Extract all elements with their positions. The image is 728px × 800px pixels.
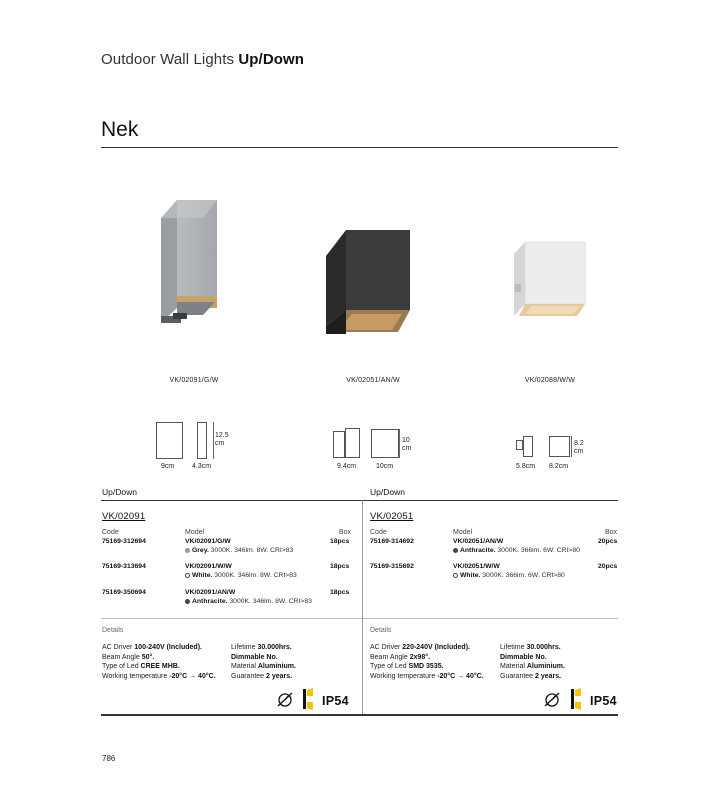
row-finish-spec: Anthracite. 3000K. 366lm. 6W. CRI>80 [453, 547, 580, 554]
up-down-light-icon [302, 688, 314, 710]
ip-rating-left: IP54 [322, 694, 349, 708]
row-model: VK/02091/G/W [185, 538, 231, 545]
section-head-left: Up/Down [102, 487, 137, 497]
dimension-side-2b [345, 428, 360, 458]
ip-rating-right: IP54 [590, 694, 617, 708]
dimension-side-3 [516, 440, 523, 450]
bottom-divider [101, 714, 618, 716]
product-image-grey-tall [155, 198, 225, 326]
color-dot-anthracite [453, 548, 458, 553]
dimension-front-3 [549, 436, 570, 457]
header-model-left: Model [185, 529, 205, 536]
details-specs-left-a: AC Driver 100-240V (Included). Beam Angle 50°. Type of Led CREE MHB. Working temperature -20°C → 40°C. [102, 644, 216, 680]
row-box: 18pcs [330, 538, 350, 545]
header-code-left: Code [102, 529, 119, 536]
details-divider [101, 618, 618, 619]
dimension-front-1 [156, 422, 183, 459]
color-dot-anthracite [185, 599, 190, 604]
dimension-front-2 [371, 429, 399, 458]
row-finish-spec: Grey. 3000K. 346lm. 8W. CRI>83 [185, 547, 293, 554]
dimension-height-line-3 [571, 436, 572, 457]
details-specs-right-a: AC Driver 220-240V (Included). Beam Angle 2x98°. Type of Led SMD 3535. Working temperature -20°C → 40°C. [370, 644, 484, 680]
row-model: VK/02051/AN/W [453, 538, 504, 545]
page-number: 786 [102, 754, 116, 763]
row-code: 75169-350694 [102, 589, 146, 596]
product-image-white-cube [511, 240, 589, 330]
dimension-height-line-1 [213, 422, 214, 459]
details-label-right: Details [370, 627, 392, 634]
header-code-right: Code [370, 529, 387, 536]
header-model-right: Model [453, 529, 473, 536]
product-family-title: Nek [101, 118, 139, 141]
product-label-2: VK/02051/AN/W [346, 377, 400, 384]
section-head-right: Up/Down [370, 487, 405, 497]
middle-divider [101, 500, 618, 501]
top-divider [101, 147, 618, 148]
dimension-depth-3: 5.8cm [516, 463, 536, 470]
column-divider-details [362, 618, 363, 714]
row-box: 20pcs [598, 538, 618, 545]
row-model: VK/02091/AN/W [185, 589, 236, 596]
category-bold: Up/Down [238, 51, 305, 68]
product-image-anthracite-cube [322, 226, 417, 338]
dimension-height-1: 12.5 cm [215, 432, 229, 447]
row-model: VK/02091/W/W [185, 563, 232, 570]
row-code: 75169-314692 [370, 538, 414, 545]
row-code: 75169-312694 [102, 538, 146, 545]
color-dot-white [453, 573, 458, 578]
dimension-height-2: 10 cm [402, 437, 412, 452]
dimension-width-1: 9cm [161, 463, 175, 470]
product-label-3: VK/02088/W/W [524, 377, 576, 384]
row-box: 20pcs [598, 563, 618, 570]
code-title-right: VK/02051 [370, 511, 414, 522]
dimension-width-3: 8.2cm [549, 463, 569, 470]
details-specs-right-b: Lifetime 30.000hrs. Dimmable No. Material Aluminium. Guarantee 2 years. [500, 644, 565, 680]
color-dot-grey [185, 548, 190, 553]
page-category-title: Outdoor Wall Lights Up/Down [101, 51, 305, 68]
dimension-depth-2: 9.4cm [337, 463, 357, 470]
row-code: 75169-315692 [370, 563, 414, 570]
dimension-height-line-2 [399, 429, 400, 458]
dimension-side-3b [523, 436, 533, 457]
no-dimming-icon [543, 690, 561, 708]
details-specs-left-b: Lifetime 30.000hrs. Dimmable No. Material Aluminium. Guarantee 2 years. [231, 644, 296, 680]
code-title-left: VK/02091 [102, 511, 146, 522]
up-down-light-icon [570, 688, 582, 710]
dimension-side-2 [333, 431, 345, 458]
details-label-left: Details [102, 627, 124, 634]
no-dimming-icon [276, 690, 294, 708]
row-finish-spec: White. 3000K. 366lm. 6W. CRI>80 [453, 572, 565, 579]
column-divider [362, 500, 363, 618]
row-box: 18pcs [330, 589, 350, 596]
dimension-height-3: 8.2 cm [574, 440, 584, 455]
dimension-width-2: 10cm [376, 463, 394, 470]
header-box-left: Box [339, 529, 352, 536]
product-label-1: VK/02091/G/W [169, 377, 219, 384]
color-dot-white [185, 573, 190, 578]
row-code: 75169-313694 [102, 563, 146, 570]
row-finish-spec: White. 3000K. 346lm. 8W. CRI>83 [185, 572, 297, 579]
dimension-depth-1: 4.3cm [192, 463, 212, 470]
row-box: 18pcs [330, 563, 350, 570]
dimension-side-1 [197, 422, 207, 459]
row-finish-spec: Anthracite. 3000K. 346lm. 8W. CRI>83 [185, 598, 312, 605]
header-box-right: Box [605, 529, 618, 536]
row-model: VK/02051/W/W [453, 563, 500, 570]
